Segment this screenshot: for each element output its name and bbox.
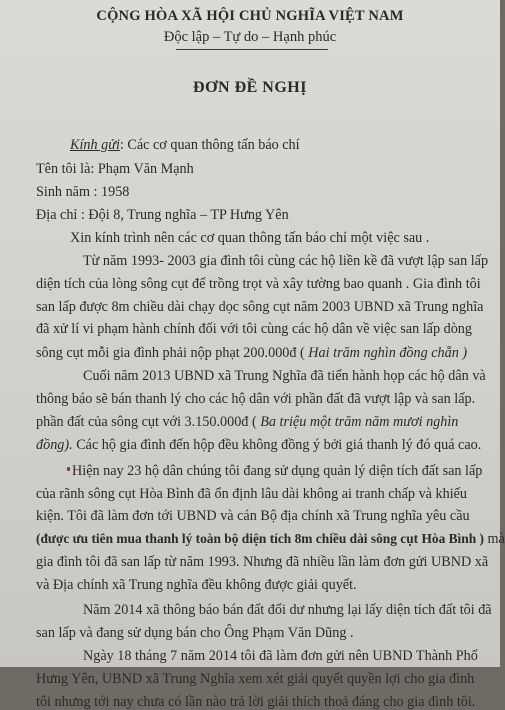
body-line: Hưng Yên, UBND xã Trung Nghĩa xem xét giải quyết quyền lợi cho gia đình [36,671,475,687]
name-line: Tên tôi là: Phạm Văn Mạnh [36,161,194,177]
body-line: thông báo sẽ bán thanh lý cho các hộ dân với phần đất đã vượt lập và san lấp. [36,391,476,407]
motto: Độc lập – Tự do – Hạnh phúc [163,29,337,45]
motto-underline [176,49,328,50]
body-line: Ngày 18 tháng 7 năm 2014 tôi đã làm đơn gửi nên UBND Thành Phố [83,648,478,664]
body-line: Hiện nay 23 hộ dân chúng tôi đang sử dụng quản lý diện tích đất san lấp [72,463,483,479]
body-line: diện tích của lòng sông cụt để trồng trọt và xây tường bao quanh . Gia đình tôi [36,276,481,292]
body-line: của rãnh sông cụt Hòa Bình đã ổn định lâu dài không ai tranh chấp và khiếu [36,486,468,502]
body-line: san lấp được 8m chiều dài chạy dọc sông cụt năm 2003 UBND xã Trung nghĩa [36,299,484,315]
body-text: mà [487,531,505,547]
ink-mark [67,467,70,471]
body-line: tôi nhưng tới nay chưa có lần nào trả lời giải thích thoả đáng cho gia đình tôi. [36,694,476,710]
body-line: đã xử lí vi phạm hành chính đối với tôi cùng các hộ dân về việc san lấp dòng [36,321,472,337]
body-line: Cuối năm 2013 UBND xã Trung Nghĩa đã tiến hành họp các hộ dân và [83,368,486,384]
recipient-label: Kính gửi [70,137,120,153]
birth-line: Sinh năm : 1958 [36,184,130,200]
body-text: sông cụt mỗi gia đình phải nộp phạt 200.000đ ( [36,345,305,361]
body-line [36,414,458,430]
recipient-line [70,137,300,153]
body-text: Các hộ gia đình đến hộp đều không đồng ý bởi giá thanh lý đó quá cao. [76,437,482,453]
body-line: Năm 2014 xã thông báo bán đất đổi dư nhưng lại lấy diện tích đất tôi đã [83,602,492,618]
body-italic-text: Ba triệu một trăm năm mươi nghìn [260,414,459,430]
country-header: CỘNG HÒA XÃ HỘI CHỦ NGHĨA VIỆT NAM [96,8,404,24]
body-bold-text: (được ưu tiên mua thanh lý toàn bộ diện tích 8m chiều dài sông cụt Hòa Bình ) [36,531,484,546]
body-line: và Địa chính xã Trung nghĩa đều không được giải quyết. [36,577,357,593]
body-line: gia đình tôi đã san lấp từ năm 1993. Nhưng đã nhiều lần làm đơn gửi UBND xã [36,554,489,570]
body-line [36,437,481,453]
body-line: Xin kính trình nên các cơ quan thông tấn báo chí một việc sau . [70,230,430,246]
body-text: phần đất của sông cụt với 3.150.000đ ( [36,414,257,430]
body-line [36,345,467,361]
body-italic-text: Hai trăm nghìn đồng chẵn ) [308,345,468,361]
body-line: kiện. Tôi đã làm đơn tới UBND và cán Bộ địa chính xã Trung nghĩa yêu cầu [36,508,470,524]
body-line: san lấp và đang sử dụng bán cho Ông Phạm Văn Dũng . [36,625,354,641]
body-line [36,531,505,547]
recipient-value: : Các cơ quan thông tấn báo chí [119,137,300,153]
document-title: ĐƠN ĐỀ NGHỊ [193,79,307,96]
body-italic-text: đồng). [36,437,73,453]
address-line: Địa chỉ : Đội 8, Trung nghĩa – TP Hưng Yên [36,207,289,223]
body-line: Từ năm 1993- 2003 gia đình tôi cùng các hộ liền kề đã vượt lập san lấp [83,253,489,269]
